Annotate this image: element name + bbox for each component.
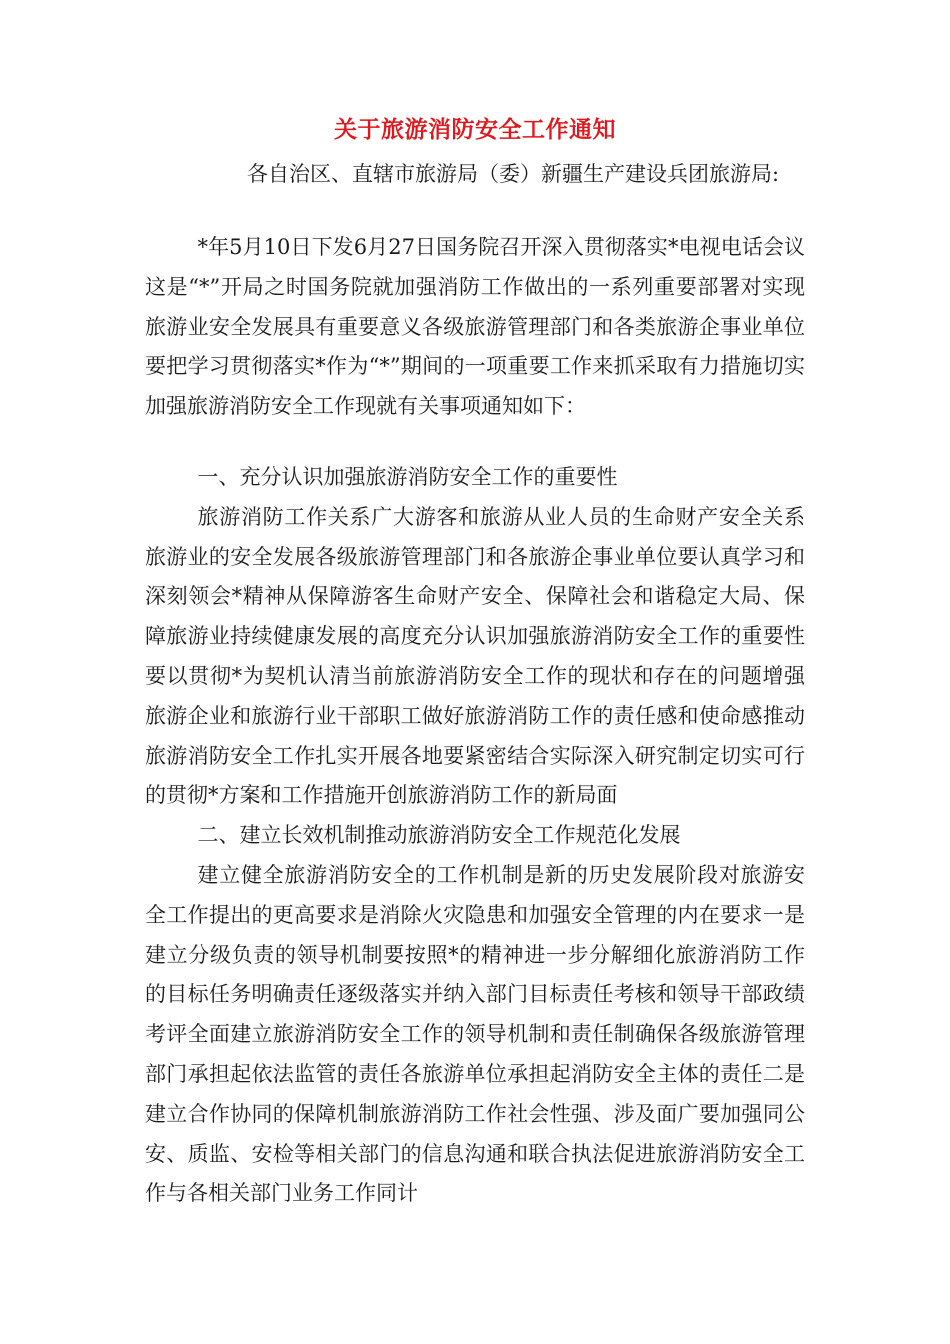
section-heading-2: 二、建立长效机制推动旅游消防安全工作规范化发展 — [197, 823, 681, 848]
intro-block — [145, 228, 805, 427]
section-paragraph-2: 建立健全旅游消防安全的工作机制是新的历史发展阶段对旅游安全工作提出的更高要求是消除火灾隐患和加强安全管理的内在要求一是建立分级负责的领导机制要按照*的精神进一步分解细化旅游消防工作的目标任务明确责任逐级落实并纳入部门目标责任考核和领导干部政绩考评全面建立旅游消防安全工作的领导机制和责任制确保各级旅游管理部门承担起依法监管的责任各旅游单位承担起消防安全主体的责任二是建立合作协同的保障机制旅游消防工作社会性强、涉及面广要加强同公安、质监、安检等相关部门的信息沟通和联合执法促进旅游消防安全工作与各相关部门业务工作同计 — [145, 862, 805, 1206]
salutation: 各自治区、直辖市旅游局（委）新疆生产建设兵团旅游局: — [247, 162, 780, 186]
intro-paragraph: *年5月10日下发6月27日国务院召开深入贯彻落实*电视电话会议这是“*”开局之时国务院就加强消防工作做出的一系列重要部署对实现旅游业安全发展具有重要意义各级旅游管理部门和各类旅游企事业单位要把学习贯彻落实*作为“*”期间的一项重要工作来抓采取有力措施切实加强旅游消防安全工作现就有关事项通知如下： — [145, 235, 805, 419]
sections-block — [145, 458, 805, 1214]
section-paragraph-1: 旅游消防工作关系广大游客和旅游从业人员的生命财产安全关系旅游业的安全发展各级旅游管理部门和各旅游企事业单位要认真学习和深刻领会*精神从保障游客生命财产安全、保障社会和谐稳定大局、保障旅游业持续健康发展的高度充分认识加强旅游消防安全工作的重要性要以贯彻*为契机认清当前旅游消防安全工作的现状和存在的问题增强旅游企业和旅游行业干部职工做好旅游消防工作的责任感和使命感推动旅游消防安全工作扎实开展各地要紧密结合实际深入研究制定切实可行的贯彻*方案和工作措施开创旅游消防工作的新局面 — [145, 504, 805, 808]
document-title: 关于旅游消防安全工作通知 — [334, 116, 616, 143]
section-heading-1: 一、充分认识加强旅游消防安全工作的重要性 — [197, 465, 618, 489]
